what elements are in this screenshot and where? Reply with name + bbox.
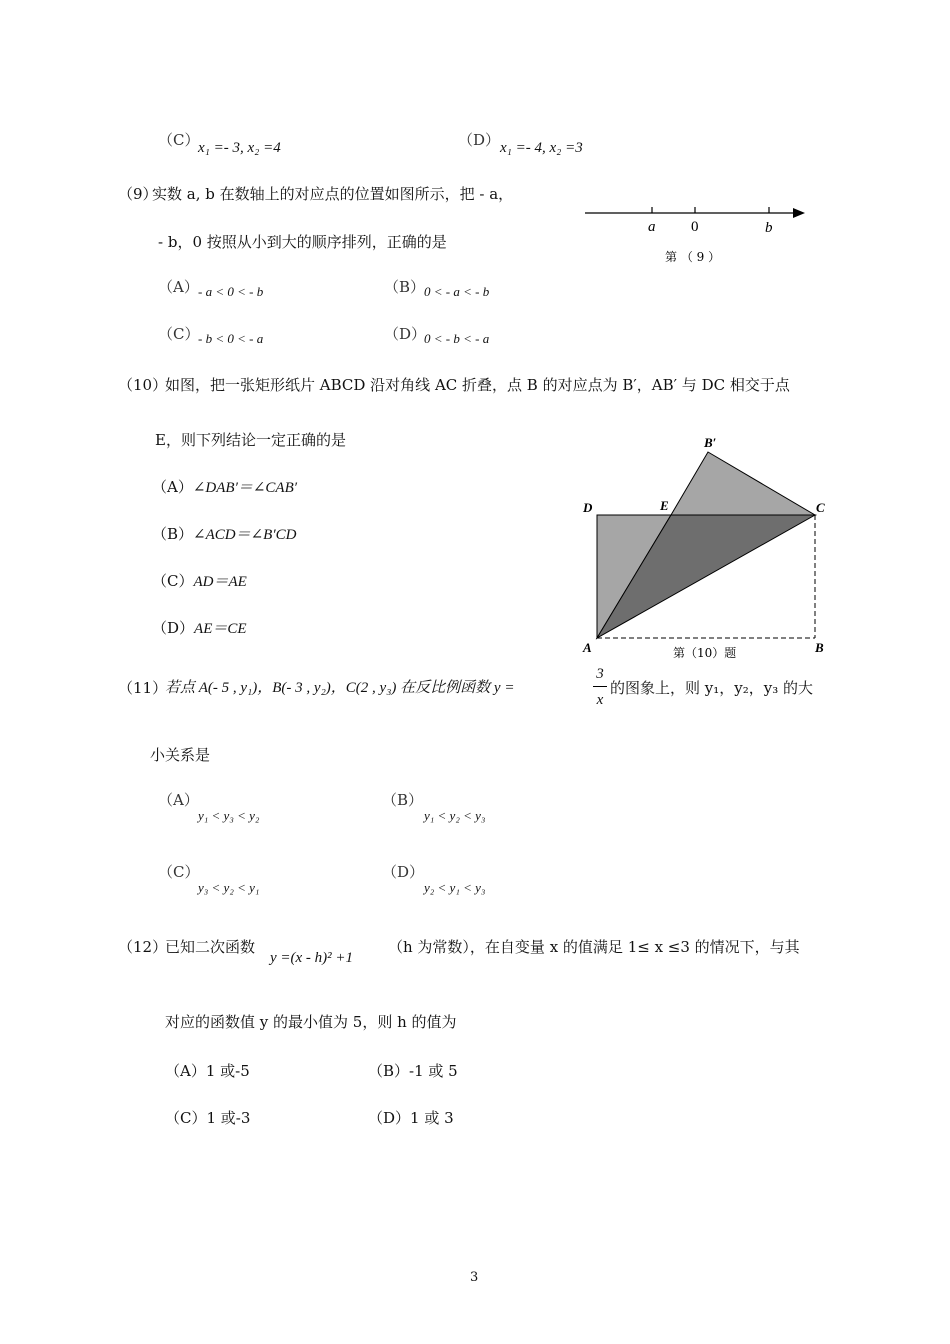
q9-option-d-label: （D） <box>384 325 427 343</box>
q11-option-b-text: y₁ < y₂ < y₃ <box>424 808 486 823</box>
q10-fig-label-e: E <box>660 498 669 513</box>
q9-option-b-label: （B） <box>384 278 426 296</box>
q9-option-a-text: - a < 0 < - b <box>198 284 264 299</box>
q11-option-c-label: （C） <box>158 863 200 881</box>
q11-option-c-text: y₃ < y₂ < y₁ <box>198 880 260 895</box>
q10-stem-line1: 如图，把一张矩形纸片 ABCD 沿对角线 AC 折叠，点 B 的对应点为 B′，AB′ 与 DC 相交于点 <box>165 376 790 394</box>
q10-stem-line2: E，则下列结论一定正确的是 <box>155 431 346 449</box>
q8-option-c-text: x₁ =- 3, x₂ =4 <box>198 140 281 156</box>
q11-fraction-denominator: x <box>596 692 604 708</box>
q11-option-d-label: （D） <box>382 863 425 881</box>
q10-fig-label-d: D <box>583 500 593 515</box>
q12-formula: y =(x - h)² +1 <box>270 950 354 966</box>
q11-option-b-label: （B） <box>382 791 424 809</box>
q9-fig-label-b: b <box>765 220 773 236</box>
q10-option-a: （A）∠DAB′＝∠CAB′ <box>152 478 298 496</box>
q11-option-a-text: y₁ < y₃ < y₂ <box>198 808 260 823</box>
q12-stem-line2: 对应的函数值 y 的最小值为 5，则 h 的值为 <box>165 1013 457 1031</box>
q12-stem-pre: 已知二次函数 <box>165 938 256 956</box>
q9-option-d-text: 0 < - b < - a <box>424 331 490 346</box>
q10-fig-label-b: B <box>815 640 824 655</box>
q8-option-d-text: x₁ =- 4, x₂ =3 <box>500 140 583 156</box>
q11-fraction-numerator: 3 <box>596 666 604 682</box>
q12-option-b: （B）-1 或 5 <box>368 1062 458 1080</box>
q10-number: （10） <box>118 376 168 394</box>
q9-number: （9） <box>118 185 158 203</box>
q9-option-c-text: - b < 0 < - a <box>198 331 264 346</box>
q9-fig-label-a: a <box>648 219 656 235</box>
q10-fig-label-bprime: B′ <box>704 435 717 450</box>
q10-fig-caption: 第（10）题 <box>673 646 737 660</box>
q11-stem-post: 的图象上，则 y₁，y₂，y₃ 的大 <box>610 679 813 697</box>
q9-fig-caption: 第 （ 9 ） <box>665 250 721 264</box>
q10-fold-figure <box>570 430 840 660</box>
q11-fraction-bar <box>593 686 607 687</box>
q9-number-line-figure <box>585 200 810 270</box>
q12-option-c: （C）1 或-3 <box>165 1109 251 1127</box>
q12-number: （12） <box>118 938 168 956</box>
q10-fig-label-a: A <box>583 640 592 655</box>
q9-option-b-text: 0 < - a < - b <box>424 284 490 299</box>
q12-option-a: （A）1 或-5 <box>165 1062 250 1080</box>
q10-fig-label-c: C <box>816 500 825 515</box>
q11-option-a-label: （A） <box>158 791 199 809</box>
q10-option-c: （C）AD＝AE <box>152 572 247 590</box>
q9-stem-line2: - b，0 按照从小到大的顺序排列，正确的是 <box>158 233 447 251</box>
q9-option-c-label: （C） <box>158 325 200 343</box>
q8-option-d-label: （D） <box>458 131 501 149</box>
q9-option-a-label: （A） <box>158 278 199 296</box>
q10-option-b: （B）∠ACD＝∠B′CD <box>152 525 297 543</box>
q8-option-c-label: （C） <box>158 131 200 149</box>
q12-stem-post: （h 为常数），在自变量 x 的值满足 1≤ x ≤3 的情况下，与其 <box>388 938 800 956</box>
q9-fig-label-0: 0 <box>691 219 699 235</box>
q11-stem-line2: 小关系是 <box>150 746 211 764</box>
q9-stem-line1: 实数 a, b 在数轴上的对应点的位置如图所示，把 - a， <box>152 185 514 203</box>
q12-option-d: （D）1 或 3 <box>368 1109 454 1127</box>
q10-option-d: （D）AE＝CE <box>152 619 247 637</box>
q11-stem-pre: 若点 A(- 5 , y₁)，B(- 3 , y₂)，C(2 , y₃) 在反比例函数 y = <box>165 680 515 696</box>
q11-number: （11） <box>118 679 168 697</box>
page-number: 3 <box>470 1270 479 1285</box>
q11-option-d-text: y₂ < y₁ < y₃ <box>424 880 486 895</box>
